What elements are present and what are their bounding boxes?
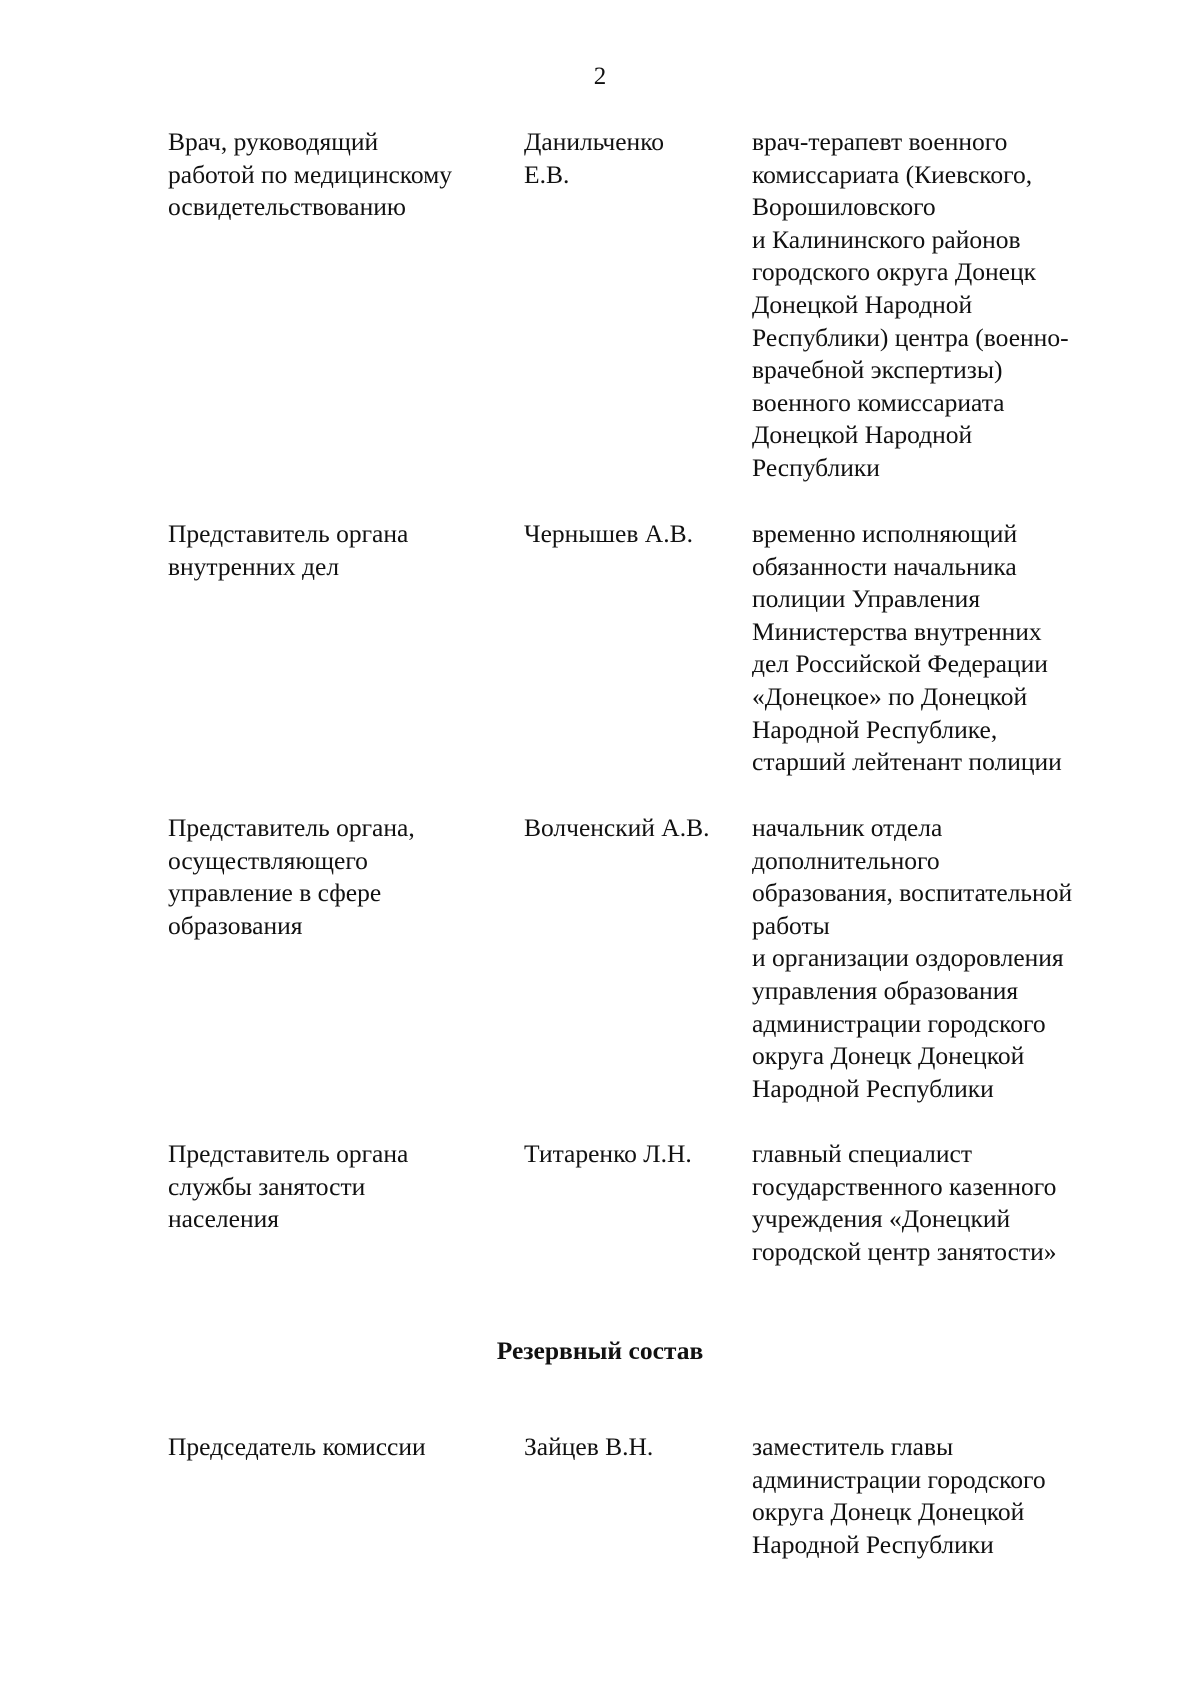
page-number: 2 bbox=[593, 63, 607, 90]
member-name: Данильченко Е.В. bbox=[524, 127, 665, 189]
member-role: Врач, руководящий работой по медицинскому освидетельствованию bbox=[168, 127, 453, 222]
member-position: главный специалист государственного казенного учреждения «Донецкий городской центр занятости» bbox=[752, 1139, 1057, 1266]
member-role: Председатель комиссии bbox=[168, 1432, 426, 1461]
member-role: Представитель органа службы занятости населения bbox=[168, 1139, 409, 1234]
member-name: Чернышев А.В. bbox=[524, 519, 693, 548]
member-position: заместитель главы администрации городского округа Донецк Донецкой Народной Республики bbox=[752, 1432, 1046, 1559]
member-name: Волченский А.В. bbox=[524, 813, 710, 842]
reserve-section-heading: Резервный состав bbox=[496, 1336, 704, 1365]
member-role: Представитель органа, осуществляющего управление в сфере образования bbox=[168, 813, 415, 940]
member-position: начальник отдела дополнительного образования, воспитательной работы и организации оздоровления управления образования администрации городского округа Донецк Донецкой Народной Республики bbox=[752, 813, 1073, 1103]
member-name: Титаренко Л.Н. bbox=[524, 1139, 692, 1168]
member-position: врач-терапевт военного комиссариата (Киевского, Ворошиловского и Калининского районов городского округа Донецк Донецкой Народной Республики) центра (военно- врачебной экспертизы) военного комиссариата Донецкой Народной Республики bbox=[752, 127, 1069, 482]
member-name: Зайцев В.Н. bbox=[524, 1432, 654, 1461]
member-position: временно исполняющий обязанности начальника полиции Управления Министерства внутренних дел Российской Федерации «Донецкое» по Донецкой Народной Республике, старший лейтенант полиции bbox=[752, 519, 1062, 777]
member-role: Представитель органа внутренних дел bbox=[168, 519, 409, 581]
